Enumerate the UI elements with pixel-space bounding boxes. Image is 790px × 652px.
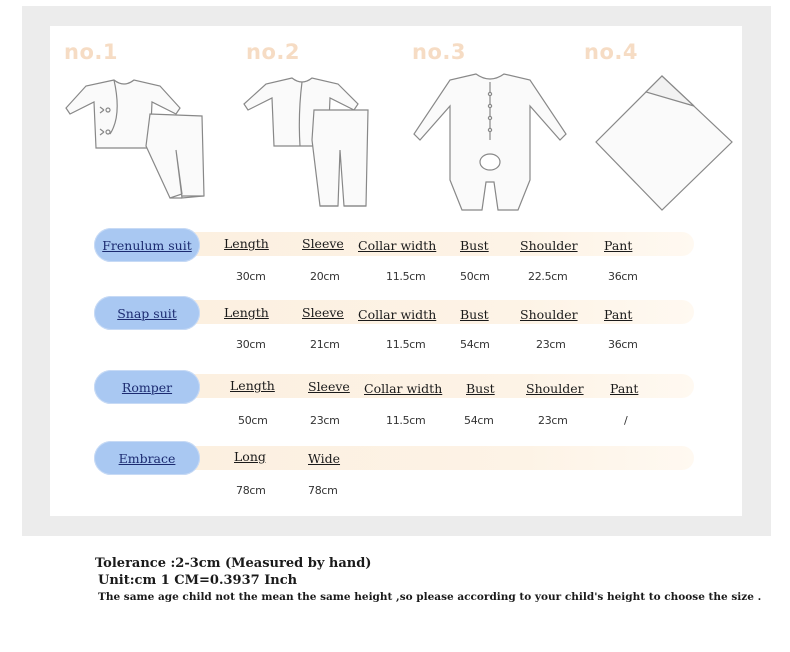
value-shoulder: 23cm — [536, 338, 566, 351]
value-shoulder: 22.5cm — [528, 270, 568, 283]
row-band-embrace — [128, 446, 694, 470]
size-notes — [95, 556, 761, 603]
size-chart-panel — [50, 26, 742, 516]
category-embrace: Embrace — [94, 441, 200, 475]
value-collar-width: 11.5cm — [386, 338, 426, 351]
embrace-blanket-illustration — [596, 74, 734, 212]
item-number-1: no.1 — [64, 40, 118, 64]
header-length: Length — [224, 236, 269, 251]
frenulum-suit-illustration — [64, 76, 214, 216]
header-bust: Bust — [466, 381, 495, 396]
header-pant: Pant — [604, 238, 633, 253]
category-frenulum-suit: Frenulum suit — [94, 228, 200, 262]
item-number-2: no.2 — [246, 40, 300, 64]
header-sleeve: Sleeve — [308, 379, 350, 394]
tolerance-note: Tolerance :2-3cm (Measured by hand) — [95, 556, 372, 571]
value-bust: 54cm — [464, 414, 494, 427]
value-bust: 54cm — [460, 338, 490, 351]
category-snap-suit: Snap suit — [94, 296, 200, 330]
value-sleeve: 21cm — [310, 338, 340, 351]
header-bust: Bust — [460, 307, 489, 322]
header-bust: Bust — [460, 238, 489, 253]
item-number-3: no.3 — [412, 40, 466, 64]
category-romper: Romper — [94, 370, 200, 404]
header-shoulder: Shoulder — [520, 238, 578, 253]
value-length: 30cm — [236, 338, 266, 351]
header-pant: Pant — [610, 381, 639, 396]
romper-illustration — [410, 70, 570, 220]
value-collar-width: 11.5cm — [386, 414, 426, 427]
value-length: 50cm — [238, 414, 268, 427]
value-sleeve: 20cm — [310, 270, 340, 283]
unit-note: Unit:cm 1 CM=0.3937 Inch — [98, 573, 298, 588]
header-shoulder: Shoulder — [526, 381, 584, 396]
value-bust: 50cm — [460, 270, 490, 283]
header-sleeve: Sleeve — [302, 305, 344, 320]
value-wide: 78cm — [308, 484, 338, 497]
size-chart-frame — [22, 6, 771, 536]
header-collar-width: Collar width — [364, 381, 443, 396]
value-long: 78cm — [236, 484, 266, 497]
height-advice-note: The same age child not the mean the same height ,so please according to your child's height to choose the size . — [98, 591, 762, 603]
value-shoulder: 23cm — [538, 414, 568, 427]
header-wide: Wide — [308, 451, 341, 466]
header-long: Long — [234, 449, 266, 464]
value-length: 30cm — [236, 270, 266, 283]
header-length: Length — [224, 305, 269, 320]
value-collar-width: 11.5cm — [386, 270, 426, 283]
header-sleeve: Sleeve — [302, 236, 344, 251]
item-number-4: no.4 — [584, 40, 638, 64]
value-pant: 36cm — [608, 270, 638, 283]
value-sleeve: 23cm — [310, 414, 340, 427]
snap-suit-illustration — [242, 74, 392, 216]
header-collar-width: Collar width — [358, 307, 437, 322]
header-length: Length — [230, 378, 275, 393]
header-pant: Pant — [604, 307, 633, 322]
value-pant: 36cm — [608, 338, 638, 351]
value-pant: / — [624, 414, 628, 427]
header-shoulder: Shoulder — [520, 307, 578, 322]
header-collar-width: Collar width — [358, 238, 437, 253]
